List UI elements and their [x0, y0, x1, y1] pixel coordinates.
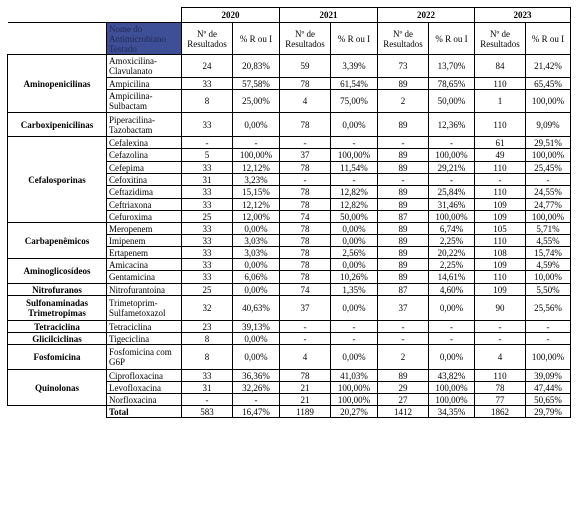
table-row [8, 296, 571, 321]
total-count-cell: 1862 [475, 406, 526, 418]
total-rate-cell: 16,47% [233, 406, 280, 418]
year-header-row [8, 8, 571, 23]
resistance-rate-cell: - [233, 137, 280, 149]
resistance-rate-cell: 25,45% [526, 162, 571, 174]
result-count-cell: 78 [280, 186, 331, 199]
result-count-cell: 4 [280, 90, 331, 113]
table-row [8, 333, 571, 345]
resistance-rate-cell: 3,39% [331, 55, 378, 78]
result-count-cell: 78 [280, 370, 331, 382]
resistance-rate-cell: 0,00% [233, 333, 280, 345]
antimicrobial-name: Meropenem [107, 223, 182, 235]
resistance-rate-cell: 40,63% [233, 296, 280, 321]
resistance-rate-cell: - [331, 174, 378, 186]
column-header-row [8, 23, 571, 55]
antimicrobial-name: Ampicilina [107, 78, 182, 90]
result-count-cell: - [475, 174, 526, 186]
result-count-cell: 87 [378, 284, 429, 296]
result-count-cell: 89 [378, 162, 429, 174]
result-count-cell: 33 [182, 162, 233, 174]
col-n-header: Nº de Resultados [182, 23, 233, 55]
result-count-cell: 89 [378, 113, 429, 137]
antimicrobial-name: Ceftazidima [107, 186, 182, 199]
antimicrobial-name: Imipenem [107, 235, 182, 247]
year-2021: 2021 [280, 8, 378, 23]
resistance-rate-cell: 20,22% [429, 247, 475, 259]
resistance-rate-cell: 50,00% [331, 211, 378, 223]
result-count-cell: - [280, 321, 331, 333]
result-count-cell: 25 [182, 284, 233, 296]
year-2022: 2022 [378, 8, 475, 23]
result-count-cell: 78 [280, 78, 331, 90]
result-count-cell: - [475, 321, 526, 333]
resistance-rate-cell: 15,15% [233, 186, 280, 199]
resistance-rate-cell: 100,00% [429, 382, 475, 394]
antimicrobial-name: Trimetoprim-Sulfametoxazol [107, 296, 182, 321]
class-label: Sulfonaminadas Trimetropimas [8, 296, 107, 321]
col-n-header: Nº de Resultados [378, 23, 429, 55]
antimicrobial-name: Ciprofloxacina [107, 370, 182, 382]
resistance-rate-cell: 4,59% [526, 259, 571, 271]
resistance-rate-cell: 61,54% [331, 78, 378, 90]
class-label: Tetraciclina [8, 321, 107, 333]
resistance-rate-cell: 4,55% [526, 235, 571, 247]
resistance-rate-cell: 100,00% [331, 394, 378, 406]
result-count-cell: 89 [378, 370, 429, 382]
result-count-cell: 33 [182, 235, 233, 247]
result-count-cell: 8 [182, 90, 233, 113]
result-count-cell: 31 [182, 382, 233, 394]
class-label: Aminopenicilinas [8, 55, 107, 113]
result-count-cell: 33 [182, 113, 233, 137]
table-row [8, 137, 571, 149]
resistance-rate-cell: 2,25% [429, 259, 475, 271]
resistance-rate-cell: 12,12% [233, 162, 280, 174]
resistance-rate-cell: 29,21% [429, 162, 475, 174]
resistance-rate-cell: 100,00% [429, 149, 475, 162]
resistance-rate-cell: 24,77% [526, 199, 571, 211]
result-count-cell: 110 [475, 162, 526, 174]
result-count-cell: 1 [475, 90, 526, 113]
resistance-rate-cell: 3,03% [233, 247, 280, 259]
resistance-rate-cell: - [331, 321, 378, 333]
resistance-rate-cell: - [429, 321, 475, 333]
resistance-rate-cell: 32,26% [233, 382, 280, 394]
total-label: Total [107, 406, 182, 418]
result-count-cell: 25 [182, 211, 233, 223]
result-count-cell: - [280, 137, 331, 149]
result-count-cell: 110 [475, 370, 526, 382]
resistance-rate-cell: 15,74% [526, 247, 571, 259]
result-count-cell: 89 [378, 259, 429, 271]
result-count-cell: 8 [182, 345, 233, 370]
resistance-rate-cell: 43,82% [429, 370, 475, 382]
antimicrobial-name: Nitrofurantoína [107, 284, 182, 296]
result-count-cell: - [378, 333, 429, 345]
resistance-rate-cell: 100,00% [429, 211, 475, 223]
result-count-cell: 24 [182, 55, 233, 78]
result-count-cell: - [182, 137, 233, 149]
resistance-rate-cell: - [429, 137, 475, 149]
result-count-cell: 73 [378, 55, 429, 78]
result-count-cell: 110 [475, 113, 526, 137]
class-label: Glicilciclinas [8, 333, 107, 345]
result-count-cell: 37 [280, 296, 331, 321]
resistance-rate-cell: - [526, 321, 571, 333]
resistance-rate-cell: 0,00% [429, 296, 475, 321]
antimicrobial-name: Cefalexina [107, 137, 182, 149]
resistance-rate-cell: 9,09% [526, 113, 571, 137]
table-row [8, 370, 571, 382]
resistance-rate-cell: 0,00% [331, 113, 378, 137]
resistance-rate-cell: 36,36% [233, 370, 280, 382]
resistance-rate-cell: 100,00% [526, 90, 571, 113]
col-r-header: % R ou I [233, 23, 280, 55]
antimicrobial-name: Cefuroxima [107, 211, 182, 223]
result-count-cell: 49 [475, 149, 526, 162]
antimicrobial-name: Tigeciclina [107, 333, 182, 345]
result-count-cell: 32 [182, 296, 233, 321]
class-label: Cefalosporinas [8, 137, 107, 223]
class-label: Carbapenêmicos [8, 223, 107, 259]
result-count-cell: 21 [280, 382, 331, 394]
result-count-cell: 87 [378, 211, 429, 223]
result-count-cell: 105 [475, 223, 526, 235]
resistance-rate-cell: 0,00% [331, 235, 378, 247]
result-count-cell: 33 [182, 370, 233, 382]
total-count-cell: 1412 [378, 406, 429, 418]
resistance-rate-cell: 0,00% [233, 259, 280, 271]
result-count-cell: - [475, 333, 526, 345]
result-count-cell: 59 [280, 55, 331, 78]
antimicrobial-name: Norfloxacina [107, 394, 182, 406]
corner-blank [8, 8, 182, 23]
resistance-rate-cell: - [429, 174, 475, 186]
result-count-cell: 33 [182, 186, 233, 199]
table-row [8, 223, 571, 235]
result-count-cell: 109 [475, 199, 526, 211]
result-count-cell: 4 [280, 345, 331, 370]
resistance-rate-cell: 31,46% [429, 199, 475, 211]
result-count-cell: 89 [378, 235, 429, 247]
table-row [8, 345, 571, 370]
resistance-rate-cell: 100,00% [331, 149, 378, 162]
resistance-rate-cell: 10,26% [331, 271, 378, 284]
antimicrobial-name: Cefepima [107, 162, 182, 174]
resistance-rate-cell: 25,56% [526, 296, 571, 321]
resistance-rate-cell: 0,00% [331, 345, 378, 370]
table-row [8, 259, 571, 271]
table-row [8, 113, 571, 137]
resistance-rate-cell: 12,36% [429, 113, 475, 137]
resistance-rate-cell: 41,03% [331, 370, 378, 382]
result-count-cell: 78 [280, 247, 331, 259]
table-row [8, 321, 571, 333]
result-count-cell: 84 [475, 55, 526, 78]
resistance-table [7, 7, 571, 418]
class-label: Aminoglicosídeos [8, 259, 107, 284]
result-count-cell: 33 [182, 223, 233, 235]
result-count-cell: 37 [378, 296, 429, 321]
antimicrobial-name: Ceftriaxona [107, 199, 182, 211]
result-count-cell: 78 [280, 162, 331, 174]
resistance-rate-cell: 29,51% [526, 137, 571, 149]
result-count-cell: 110 [475, 78, 526, 90]
result-count-cell: 110 [475, 235, 526, 247]
resistance-rate-cell: - [233, 394, 280, 406]
resistance-rate-cell: - [526, 174, 571, 186]
result-count-cell: 89 [378, 186, 429, 199]
result-count-cell: 89 [378, 247, 429, 259]
table-row [8, 55, 571, 78]
resistance-rate-cell: 1,35% [331, 284, 378, 296]
resistance-rate-cell: 5,50% [526, 284, 571, 296]
resistance-rate-cell: - [526, 333, 571, 345]
resistance-rate-cell: 3,03% [233, 235, 280, 247]
class-label: Quinolonas [8, 370, 107, 406]
antimicrobial-name: Gentamicina [107, 271, 182, 284]
class-label: Fosfomicina [8, 345, 107, 370]
result-count-cell: 21 [280, 394, 331, 406]
result-count-cell: - [378, 321, 429, 333]
result-count-cell: 110 [475, 271, 526, 284]
resistance-rate-cell: 2,56% [331, 247, 378, 259]
antimicrobial-name: Ertapenem [107, 247, 182, 259]
year-2020: 2020 [182, 8, 280, 23]
result-count-cell: - [280, 333, 331, 345]
result-count-cell: 37 [280, 149, 331, 162]
result-count-cell: - [378, 137, 429, 149]
resistance-rate-cell: 100,00% [331, 382, 378, 394]
resistance-rate-cell: 75,00% [331, 90, 378, 113]
result-count-cell: 8 [182, 333, 233, 345]
result-count-cell: 33 [182, 271, 233, 284]
resistance-rate-cell: 0,00% [331, 296, 378, 321]
antimicrobial-name: Cefazolina [107, 149, 182, 162]
result-count-cell: 110 [475, 186, 526, 199]
result-count-cell: 23 [182, 321, 233, 333]
result-count-cell: 61 [475, 137, 526, 149]
resistance-rate-cell: 25,00% [233, 90, 280, 113]
total-row [8, 406, 571, 418]
resistance-rate-cell: 100,00% [526, 149, 571, 162]
class-label: Nitrofuranos [8, 284, 107, 296]
result-count-cell: 78 [280, 271, 331, 284]
resistance-rate-cell: 100,00% [526, 345, 571, 370]
resistance-rate-cell: 50,00% [429, 90, 475, 113]
resistance-rate-cell: 0,00% [233, 113, 280, 137]
result-count-cell: 78 [280, 113, 331, 137]
resistance-rate-cell: 2,25% [429, 235, 475, 247]
result-count-cell: 33 [182, 247, 233, 259]
total-rate-cell: 34,35% [429, 406, 475, 418]
antimicrobial-name: Tetraciclina [107, 321, 182, 333]
col-r-header: % R ou I [526, 23, 571, 55]
resistance-rate-cell: - [331, 137, 378, 149]
year-2023: 2023 [475, 8, 571, 23]
resistance-rate-cell: 11,54% [331, 162, 378, 174]
resistance-rate-cell: 20,83% [233, 55, 280, 78]
result-count-cell: 89 [378, 271, 429, 284]
result-count-cell: - [182, 394, 233, 406]
result-count-cell: 89 [378, 149, 429, 162]
resistance-rate-cell: 21,42% [526, 55, 571, 78]
antimicrobial-name: Ampicilina-Sulbactam [107, 90, 182, 113]
result-count-cell: 108 [475, 247, 526, 259]
result-count-cell: 31 [182, 174, 233, 186]
col-n-header: Nº de Resultados [280, 23, 331, 55]
resistance-rate-cell: 10,00% [526, 271, 571, 284]
antimicrobial-name: Amicacina [107, 259, 182, 271]
class-label: Carboxipenicilinas [8, 113, 107, 137]
resistance-rate-cell: 39,09% [526, 370, 571, 382]
resistance-rate-cell: 57,58% [233, 78, 280, 90]
total-blank [8, 406, 107, 418]
result-count-cell: 2 [378, 345, 429, 370]
table-row [8, 284, 571, 296]
result-count-cell: 90 [475, 296, 526, 321]
result-count-cell: 74 [280, 211, 331, 223]
col-r-header: % R ou I [429, 23, 475, 55]
antimicrobial-header: Nome do Antimicrobiano Testado [107, 23, 182, 55]
result-count-cell: 109 [475, 259, 526, 271]
resistance-rate-cell: 0,00% [331, 259, 378, 271]
resistance-rate-cell: 0,00% [233, 345, 280, 370]
antimicrobial-name: Amoxicilina-Clavulanato [107, 55, 182, 78]
resistance-rate-cell: 13,70% [429, 55, 475, 78]
resistance-rate-cell: - [331, 333, 378, 345]
result-count-cell: 89 [378, 199, 429, 211]
resistance-rate-cell: 5,71% [526, 223, 571, 235]
result-count-cell: 78 [280, 223, 331, 235]
result-count-cell: 78 [280, 199, 331, 211]
result-count-cell: - [378, 174, 429, 186]
resistance-rate-cell: 12,82% [331, 186, 378, 199]
resistance-rate-cell: 0,00% [331, 223, 378, 235]
resistance-rate-cell: 50,65% [526, 394, 571, 406]
result-count-cell: 4 [475, 345, 526, 370]
result-count-cell: 2 [378, 90, 429, 113]
total-rate-cell: 20,27% [331, 406, 378, 418]
result-count-cell: 74 [280, 284, 331, 296]
resistance-rate-cell: 100,00% [526, 211, 571, 223]
result-count-cell: 78 [475, 382, 526, 394]
resistance-rate-cell: 14,61% [429, 271, 475, 284]
result-count-cell: 77 [475, 394, 526, 406]
result-count-cell: 27 [378, 394, 429, 406]
result-count-cell: 29 [378, 382, 429, 394]
resistance-rate-cell: 3,23% [233, 174, 280, 186]
result-count-cell: 89 [378, 223, 429, 235]
result-count-cell: - [280, 174, 331, 186]
result-count-cell: 78 [280, 235, 331, 247]
total-count-cell: 583 [182, 406, 233, 418]
antimicrobial-name: Levofloxacina [107, 382, 182, 394]
resistance-rate-cell: 12,12% [233, 199, 280, 211]
result-count-cell: 5 [182, 149, 233, 162]
resistance-rate-cell: 0,00% [429, 345, 475, 370]
resistance-rate-cell: 12,82% [331, 199, 378, 211]
resistance-rate-cell: 6,74% [429, 223, 475, 235]
resistance-rate-cell: 0,00% [233, 284, 280, 296]
antimicrobial-name: Fosfomicina com G6P [107, 345, 182, 370]
resistance-rate-cell: 78,65% [429, 78, 475, 90]
result-count-cell: 78 [280, 259, 331, 271]
resistance-rate-cell: 12,00% [233, 211, 280, 223]
resistance-rate-cell: 65,45% [526, 78, 571, 90]
col-n-header: Nº de Resultados [475, 23, 526, 55]
result-count-cell: 109 [475, 211, 526, 223]
resistance-rate-cell: 0,00% [233, 223, 280, 235]
col-r-header: % R ou I [331, 23, 378, 55]
resistance-rate-cell: 24,55% [526, 186, 571, 199]
result-count-cell: 33 [182, 78, 233, 90]
result-count-cell: 89 [378, 78, 429, 90]
resistance-rate-cell: 100,00% [233, 149, 280, 162]
class-header-blank [8, 23, 107, 55]
resistance-rate-cell: - [429, 333, 475, 345]
total-count-cell: 1189 [280, 406, 331, 418]
result-count-cell: 33 [182, 199, 233, 211]
antimicrobial-name: Cefoxitina [107, 174, 182, 186]
resistance-rate-cell: 6,06% [233, 271, 280, 284]
resistance-rate-cell: 39,13% [233, 321, 280, 333]
resistance-rate-cell: 100,00% [429, 394, 475, 406]
resistance-rate-cell: 4,60% [429, 284, 475, 296]
result-count-cell: 33 [182, 259, 233, 271]
resistance-rate-cell: 47,44% [526, 382, 571, 394]
total-rate-cell: 29,79% [526, 406, 571, 418]
antimicrobial-name: Piperacilina-Tazobactam [107, 113, 182, 137]
result-count-cell: 109 [475, 284, 526, 296]
resistance-rate-cell: 25,84% [429, 186, 475, 199]
